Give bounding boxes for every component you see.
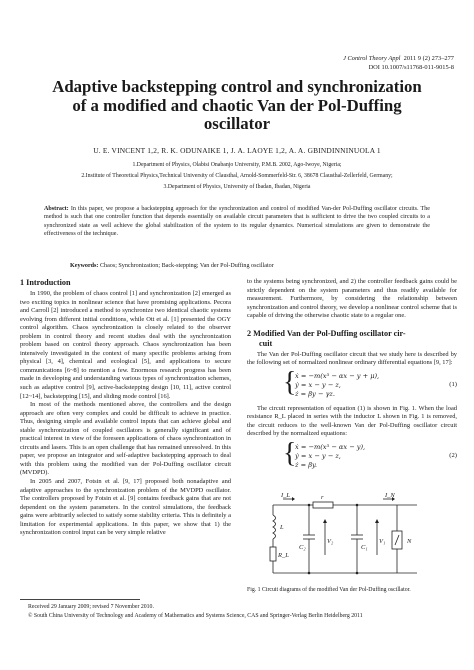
inductor-L	[273, 515, 276, 539]
junction-node-4	[356, 572, 359, 575]
equation-1-brace: {	[283, 366, 297, 398]
circuit-diagram	[247, 491, 457, 583]
junction-node-2	[356, 504, 359, 507]
label-N: N	[407, 538, 412, 545]
intro-paragraph-3: In 2005 and 2007, Fotsin et al. [9, 17] proposed both nonadaptive and adaptive approaches to the synchronization problem of the MVDPD oscillator. The controllers proposed by Fotsin et al. [9] contains feedback gains that are not dependent on the system parameters. In the control simulations, the feedback gains were arbitrarily selected to satisfy some stability criteria. This is definitely a limitation for experimental applications. In this paper, we show that 1) the synchronization control input can be very simple relative	[20, 478, 231, 537]
copyright-note: © South China University of Technology and Academy of Mathematics and Systems Science, CAS and Springer-Verlag Berlin Heidelberg 2011	[28, 613, 363, 619]
equation-1-line-1: ẋ = −m(x³ − αx − y + μ),	[295, 371, 380, 380]
v1-arrowhead	[375, 519, 379, 523]
resistor-r	[313, 502, 333, 508]
journal-citation: 2011 9 (2) 273–277	[403, 55, 454, 62]
paper-title	[20, 78, 454, 134]
section-2-paragraph-1: The Van der Pol-Duffing oscillator circuit that we study here is described by the following set of normalized nonlinear ordinary differential equations [9, 17]:	[247, 350, 457, 367]
left-column	[20, 278, 231, 538]
keywords-text: Chaos; Synchronization; Back-stepping; Van der Pol-Duffing oscillator	[99, 263, 274, 269]
affiliation-1: 1.Department of Physics, Olabisi Onabanjo University, P.M.B. 2002, Ago-Iwoye, Nigeria;	[132, 162, 342, 168]
label-V2: V₂	[327, 538, 334, 545]
keywords-label: Keywords:	[70, 263, 99, 269]
equation-1-line-2: ẏ = x − y − z,	[295, 380, 341, 389]
section-2-heading-line-2: cuit	[259, 338, 273, 348]
il-arrowhead	[292, 497, 295, 501]
equation-1	[247, 366, 457, 402]
keywords	[70, 262, 430, 270]
abstract-text: In this paper, we propose a backstepping approach for the synchronization and control of modified Van-der Pol-Duffing oscillator circuits. The method is such that one controller function that depends essentially on available circuit parameters that is sufficient to drive the two coupled circuits to a synchronized state as well achieve the global stabilization of the system to its regular dynamics. Numerical simulations are given to demonstrate the effectiveness of the technique.	[44, 206, 430, 237]
figure-caption: Fig. 1 Circuit diagrams of the modified Van der Pol-Duffing oscillator.	[247, 587, 411, 593]
section-2-paragraph-2: The circuit representation of equation (1) is shown in Fig. 1. When the load resistance R_L placed in series with the inductor L shown in Fig. 1 is removed, the circuit reduces to the well-known Van der Pol-Duffing oscillator circuit described by the normalized equations:	[247, 404, 457, 438]
label-L: L	[280, 524, 284, 531]
footnote-rule	[20, 599, 140, 600]
journal-name: J Control Theory Appl	[343, 55, 401, 62]
equation-1-line-3: ż = βy − γz.	[295, 389, 335, 398]
equation-2-number: (2)	[449, 452, 457, 460]
equation-2-line-3: ż = βy.	[295, 461, 317, 470]
equation-2-line-2: ẏ = x − y − z,	[295, 452, 341, 461]
affiliation-3: 3.Department of Physics, University of Ibadan, Ibadan, Nigeria	[163, 184, 311, 190]
section-2-heading-line-1: 2 Modified Van der Pol-Duffing oscillator cir-	[247, 328, 406, 338]
title-line-3: oscillator	[203, 114, 271, 133]
journal-header	[154, 55, 454, 72]
equation-2	[247, 438, 457, 473]
intro-paragraph-1: In 1990, the problem of chaos control [1] and synchronization [2] emerged as two exciting topics in nonlinear science that have promising applications. Pecora and Carroll [2] introduced a method to synchronize two identical chaotic systems evolving from different initial conditions, while Ott et al. [1] presented the OGY control algorithm. Chaos synchronization is closely related to the observer problem in control theory and recent studies deal with the synchronization problem based on control theory approach. Chaos synchronization has been intensively investigated in the context of many specific problems arising from physical [3, 4], chemical and ecological [5], and applications to secure communications [6~8] to mention a few. Enormous research progress has been made in developing and understanding various types of synchronization schemes, such as adaptive control [9], active-backstepping design [10, 11], active control [12~14], backstepping [15], and sliding mode control [16].	[20, 290, 231, 400]
abstract-label: Abstract:	[44, 206, 69, 212]
label-RL: R_L	[278, 552, 289, 559]
author-list: U. E. VINCENT 1,2, R. K. ODUNAIKE 1, J. A. LAOYE 1,2, A. A. GBINDINNINUOLA 1	[93, 146, 381, 155]
title-line-1: Adaptive backstepping control and synchronization	[52, 77, 422, 96]
v2-arrowhead	[323, 519, 327, 523]
junction-node-3	[308, 572, 311, 575]
label-C2: C₂	[299, 544, 306, 551]
nonlinear-slash	[395, 535, 399, 545]
junction-node-1	[308, 504, 311, 507]
label-IL: I_L	[281, 492, 291, 499]
label-C1: C₁	[361, 544, 368, 551]
resistor-RL	[270, 547, 276, 561]
equation-2-brace: {	[283, 438, 297, 470]
doi: DOI 10.1007/s11768-011-9015-8	[368, 63, 454, 71]
intro-paragraph-2: In most of the methods mentioned above, the controllers and the design approach are often very complex and could be difficult to achieve in practice. Thus, designing simple and available control inputs that can achieve global and stable synchronization of coupled oscillators is generally significant and of practical interest in view of the foreseen applications of chaos synchronization in circuits and lasers. This is an open challenge that has remained unresolved. In this paper, we propose an integrator and self-adaptive backstepping approach to deal with this problem using the modified van der Pol-Duffing oscillator circuit (MVDPD).	[20, 401, 231, 477]
intro-continuation: to the systems being synchronized, and 2) the controller feedback gains could be strictly dependent on the system parameters and thus readily available for measurement. Furthermore, by considering the relationship between synchronization and control theory, we develop a nonlinear control scheme that is capable of driving the otherwise chaotic state to a regular one.	[247, 278, 457, 320]
abstract	[44, 205, 430, 238]
received-note: Received 29 January 2009; revised 7 November 2010.	[28, 604, 154, 610]
affiliation-2: 2.Institute of Theoretical Physics,Technical University of Clausthal, Arnold-Sommerfeld-Str. 6, 38678 Clausthal-Zellerfeld, Germany;	[81, 173, 393, 179]
title-line-2: of a modified and chaotic Van der Pol-Duffing	[72, 95, 402, 115]
section-2-heading	[247, 329, 457, 349]
equation-1-number: (1)	[449, 380, 457, 388]
label-r: r	[321, 494, 324, 501]
label-IN: I_N	[385, 492, 395, 499]
equation-2-line-1: ẋ = −m(x³ − αx − y),	[295, 443, 366, 452]
label-V1: V₁	[379, 538, 386, 545]
section-1-heading: 1 Introduction	[20, 278, 71, 287]
right-column	[247, 278, 457, 473]
